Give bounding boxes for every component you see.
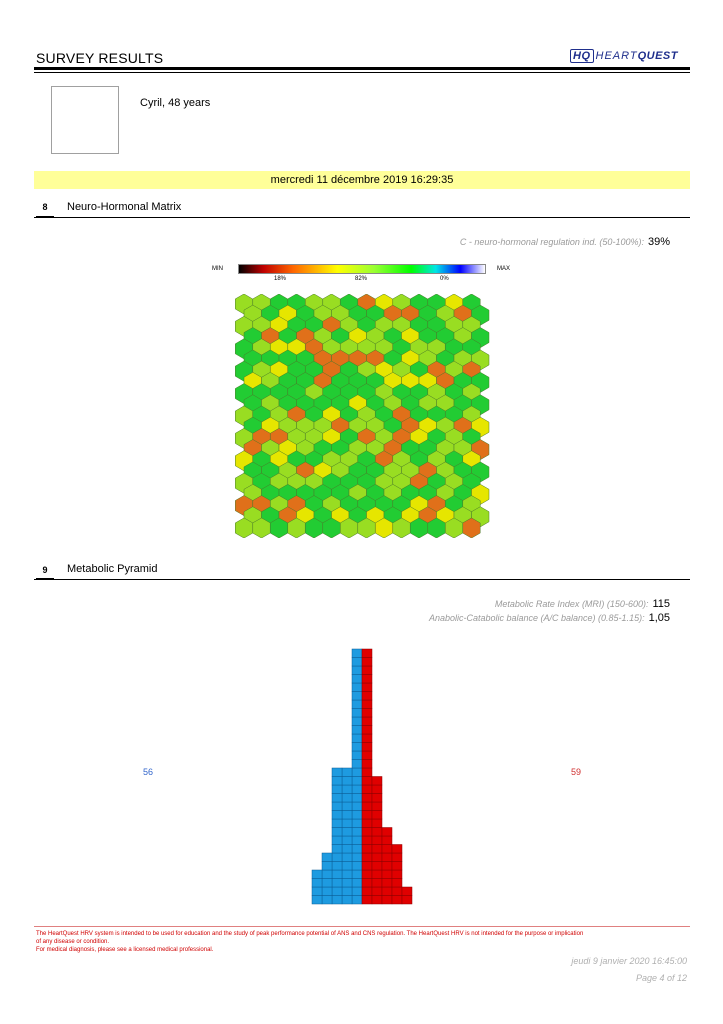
anabolic-cell [352, 879, 362, 888]
catabolic-cell [382, 879, 392, 888]
scale-tick-18: 18% [274, 276, 287, 282]
catabolic-cell [362, 862, 372, 871]
catabolic-cell [362, 845, 372, 854]
catabolic-cell [392, 870, 402, 879]
catabolic-cell [372, 777, 382, 786]
catabolic-cell [362, 683, 372, 692]
catabolic-cell [362, 760, 372, 769]
anabolic-cell [342, 828, 352, 837]
catabolic-cell [382, 896, 392, 905]
catabolic-cell [382, 862, 392, 871]
anabolic-cell [352, 777, 362, 786]
catabolic-cell [372, 794, 382, 803]
mri-value: 115 [652, 598, 670, 610]
catabolic-cell [362, 887, 372, 896]
anabolic-cell [352, 726, 362, 735]
catabolic-cell [372, 862, 382, 871]
anabolic-cell [312, 896, 322, 905]
metabolic-pyramid [300, 638, 420, 906]
catabolic-cell [362, 692, 372, 701]
color-scale-bar [238, 264, 486, 274]
catabolic-value: 59 [571, 767, 582, 777]
mri-metric: Metabolic Rate Index (MRI) (150-600): 115 [494, 598, 670, 610]
anabolic-cell [352, 768, 362, 777]
anabolic-cell [342, 794, 352, 803]
anabolic-cell [352, 743, 362, 752]
catabolic-cell [362, 709, 372, 718]
catabolic-cell [362, 819, 372, 828]
catabolic-cell [392, 887, 402, 896]
catabolic-cell [362, 658, 372, 667]
anabolic-cell [352, 692, 362, 701]
catabolic-cell [362, 811, 372, 820]
scale-max-label: MAX [497, 266, 511, 272]
anabolic-cell [342, 802, 352, 811]
anabolic-cell [342, 896, 352, 905]
section-9-number: 9 [42, 565, 48, 575]
catabolic-cell [372, 845, 382, 854]
anabolic-cell [352, 836, 362, 845]
anabolic-cell [322, 887, 332, 896]
footer-disclaimer-2: of any disease or condition. [36, 939, 110, 945]
anabolic-cell [352, 811, 362, 820]
anabolic-cell [322, 879, 332, 888]
catabolic-cell [382, 887, 392, 896]
anabolic-cell [352, 700, 362, 709]
catabolic-cell [382, 870, 392, 879]
anabolic-cell [342, 811, 352, 820]
anabolic-cell [352, 896, 362, 905]
catabolic-cell [392, 862, 402, 871]
anabolic-cell [332, 887, 342, 896]
anabolic-cell [342, 819, 352, 828]
anabolic-cell [352, 649, 362, 658]
footer-rule [34, 926, 690, 927]
anabolic-cell [352, 794, 362, 803]
catabolic-cell [362, 717, 372, 726]
anabolic-cell [332, 819, 342, 828]
catabolic-cell [362, 853, 372, 862]
catabolic-cell [392, 896, 402, 905]
header-rule [34, 67, 690, 70]
anabolic-value: 56 [143, 767, 154, 777]
catabolic-cell [362, 751, 372, 760]
catabolic-cell [362, 802, 372, 811]
ac-balance-metric: Anabolic-Catabolic balance (A/C balance) (0.85-1.15): 1,05 [428, 612, 670, 624]
catabolic-cell [362, 870, 372, 879]
anabolic-cell [352, 785, 362, 794]
header-rule-thin [34, 72, 690, 73]
section-9-rule [34, 579, 690, 580]
anabolic-cell [312, 870, 322, 879]
neuro-hormonal-value: 39% [647, 236, 670, 248]
catabolic-cell [372, 887, 382, 896]
catabolic-cell [372, 828, 382, 837]
anabolic-cell [352, 666, 362, 675]
footer-printed-date: jeudi 9 janvier 2020 16:45:00 [571, 956, 687, 966]
anabolic-cell [352, 862, 362, 871]
ac-balance-value: 1,05 [648, 612, 670, 624]
scale-tick-0: 0% [440, 276, 449, 282]
anabolic-cell [332, 828, 342, 837]
anabolic-cell [332, 811, 342, 820]
anabolic-cell [352, 717, 362, 726]
anabolic-cell [342, 836, 352, 845]
anabolic-cell [342, 879, 352, 888]
anabolic-cell [332, 802, 342, 811]
anabolic-cell [352, 802, 362, 811]
anabolic-cell [352, 734, 362, 743]
anabolic-cell [342, 785, 352, 794]
catabolic-cell [362, 726, 372, 735]
catabolic-cell [362, 836, 372, 845]
footer-disclaimer-1: The HeartQuest HRV system is intended to be used for education and the study of peak performance potential of ANS and CNS regulation. The HeartQuest HRV is not intended for the purpose or implication [36, 931, 584, 937]
catabolic-cell [372, 802, 382, 811]
page-title: SURVEY RESULTS [36, 50, 164, 66]
catabolic-cell [372, 819, 382, 828]
anabolic-cell [312, 879, 322, 888]
catabolic-cell [362, 768, 372, 777]
anabolic-cell [352, 675, 362, 684]
catabolic-cell [362, 785, 372, 794]
section-9-title: Metabolic Pyramid [67, 563, 158, 575]
anabolic-cell [322, 862, 332, 871]
anabolic-cell [352, 658, 362, 667]
scale-tick-82: 82% [355, 276, 368, 282]
patient-photo-placeholder [51, 86, 119, 154]
anabolic-cell [332, 870, 342, 879]
catabolic-cell [382, 828, 392, 837]
anabolic-cell [342, 853, 352, 862]
catabolic-cell [392, 879, 402, 888]
anabolic-cell [342, 777, 352, 786]
section-8-title: Neuro-Hormonal Matrix [67, 201, 182, 213]
anabolic-cell [342, 870, 352, 879]
catabolic-cell [362, 734, 372, 743]
catabolic-cell [382, 845, 392, 854]
catabolic-cell [402, 887, 412, 896]
scale-min-label: MIN [212, 266, 223, 272]
section-8-number: 8 [42, 202, 48, 212]
catabolic-cell [402, 896, 412, 905]
anabolic-cell [322, 896, 332, 905]
catabolic-cell [362, 896, 372, 905]
patient-label: Cyril, 48 years [140, 97, 211, 109]
catabolic-cell [382, 853, 392, 862]
catabolic-cell [362, 794, 372, 803]
catabolic-cell [362, 777, 372, 786]
catabolic-cell [392, 853, 402, 862]
anabolic-cell [342, 887, 352, 896]
anabolic-cell [332, 794, 342, 803]
section-8-rule [34, 217, 690, 218]
catabolic-cell [372, 811, 382, 820]
neuro-hormonal-metric: C - neuro-hormonal regulation ind. (50-100%): 39% [459, 236, 670, 248]
anabolic-cell [312, 887, 322, 896]
anabolic-cell [342, 845, 352, 854]
footer-page-number: Page 4 of 12 [635, 973, 687, 983]
anabolic-cell [332, 879, 342, 888]
anabolic-cell [352, 760, 362, 769]
anabolic-cell [332, 777, 342, 786]
anabolic-cell [352, 709, 362, 718]
anabolic-cell [332, 853, 342, 862]
anabolic-cell [322, 870, 332, 879]
anabolic-cell [332, 785, 342, 794]
catabolic-cell [362, 828, 372, 837]
catabolic-cell [362, 700, 372, 709]
catabolic-cell [362, 649, 372, 658]
anabolic-cell [322, 853, 332, 862]
anabolic-cell [342, 768, 352, 777]
catabolic-cell [392, 845, 402, 854]
anabolic-cell [332, 862, 342, 871]
anabolic-cell [352, 828, 362, 837]
anabolic-cell [352, 751, 362, 760]
footer-disclaimer-3: For medical diagnosis, please see a licensed medical professional. [36, 947, 214, 953]
anabolic-cell [332, 768, 342, 777]
session-date-banner: mercredi 11 décembre 2019 16:29:35 [34, 171, 690, 189]
catabolic-cell [382, 836, 392, 845]
catabolic-cell [372, 785, 382, 794]
catabolic-cell [372, 836, 382, 845]
anabolic-cell [352, 870, 362, 879]
anabolic-cell [352, 683, 362, 692]
anabolic-cell [352, 887, 362, 896]
catabolic-cell [372, 896, 382, 905]
anabolic-cell [352, 819, 362, 828]
anabolic-cell [352, 845, 362, 854]
anabolic-cell [352, 853, 362, 862]
anabolic-cell [332, 845, 342, 854]
anabolic-cell [332, 896, 342, 905]
catabolic-cell [362, 675, 372, 684]
heartquest-logo: HQ HEARTQUEST [570, 50, 678, 62]
catabolic-cell [372, 853, 382, 862]
catabolic-cell [372, 879, 382, 888]
anabolic-cell [342, 862, 352, 871]
catabolic-cell [362, 879, 372, 888]
anabolic-cell [332, 836, 342, 845]
neuro-hormonal-matrix [234, 294, 490, 538]
catabolic-cell [362, 666, 372, 675]
catabolic-cell [372, 870, 382, 879]
catabolic-cell [362, 743, 372, 752]
